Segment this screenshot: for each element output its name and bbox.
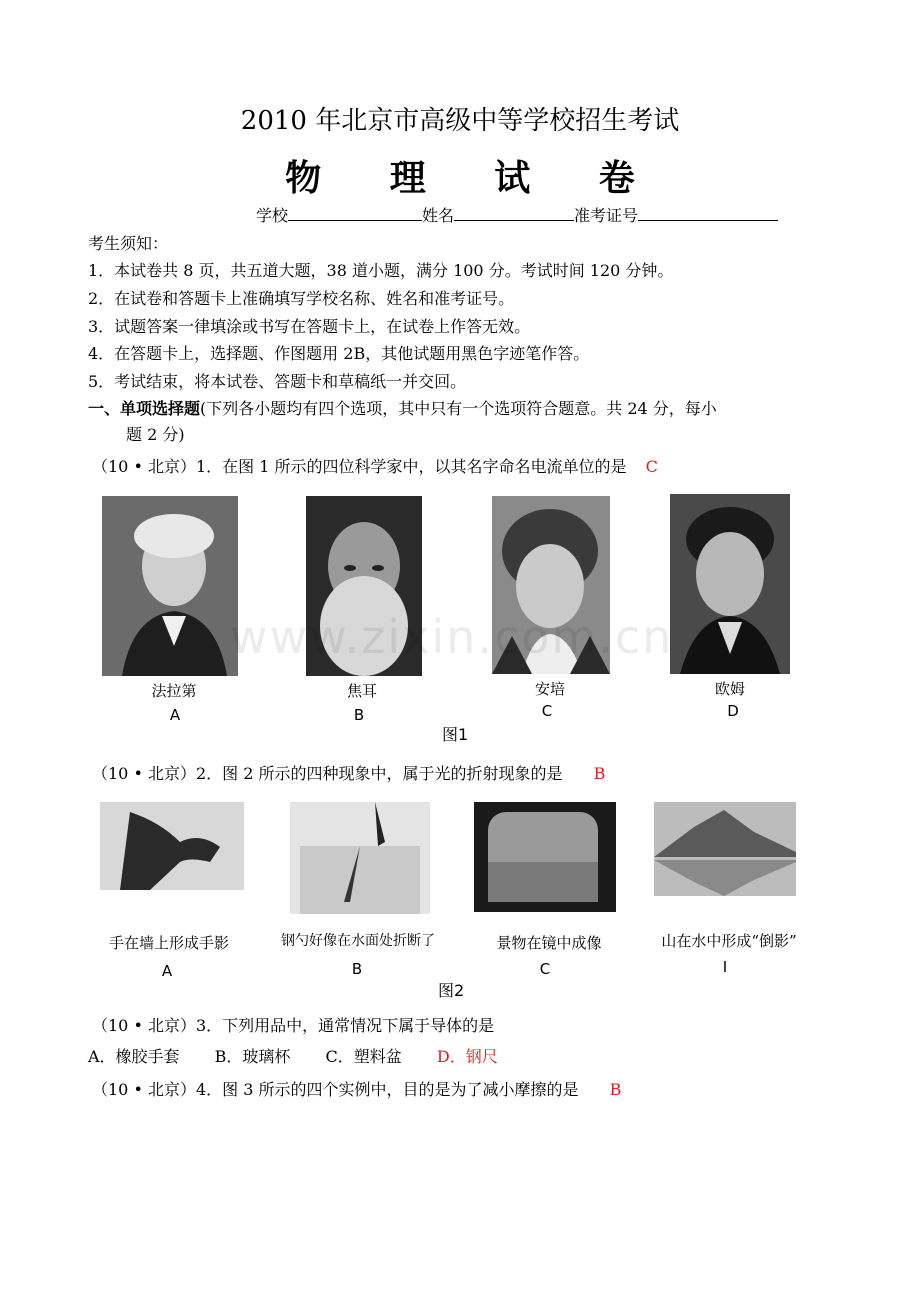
question-2-answer: B bbox=[593, 764, 606, 783]
name-label: 姓名 bbox=[422, 206, 455, 225]
photo-bent-spoon bbox=[290, 802, 430, 914]
notice-item: 1．本试卷共 8 页，共五道大题，38 道小题，满分 100 分。考试时间 120 分钟。 bbox=[88, 261, 674, 280]
caption-d: 欧姆 bbox=[714, 680, 745, 698]
notice-heading: 考生须知： bbox=[88, 234, 169, 253]
question-4 bbox=[92, 1079, 621, 1101]
option-letter: D bbox=[727, 702, 739, 720]
question-3-text: （10 • 北京）3．下列用品中，通常情况下属于导体的是 bbox=[92, 1016, 495, 1035]
option-d: D．钢尺 bbox=[436, 1047, 498, 1066]
photo-hand-shadow bbox=[100, 802, 244, 890]
option-letter: B bbox=[353, 706, 365, 724]
photo-mountain-reflection bbox=[654, 802, 796, 896]
question-1 bbox=[92, 456, 658, 478]
notice-item: 4．在答题卡上，选择题、作图题用 2B，其他试题用黑色字迹笔作答。 bbox=[88, 344, 590, 363]
question-4-text: （10 • 北京）4．图 3 所示的四个实例中，目的是为了减小摩擦的是 bbox=[92, 1080, 579, 1099]
question-1-text: （10 • 北京）1．在图 1 所示的四位科学家中，以其名字命名电流单位的是 bbox=[92, 457, 627, 476]
caption-d: 山在水中形成“倒影” bbox=[661, 932, 797, 950]
option-letter: B bbox=[351, 960, 363, 978]
section-heading bbox=[88, 398, 717, 420]
option-a: A．橡胶手套 bbox=[88, 1047, 180, 1066]
option-letter: C bbox=[541, 702, 553, 720]
figure-1-label: 图1 bbox=[442, 725, 469, 744]
option-letter: I bbox=[722, 958, 728, 976]
section-desc: (下列各小题均有四个选项，其中只有一个选项符合题意。共 24 分，每小 bbox=[200, 399, 717, 418]
question-4-answer: B bbox=[609, 1080, 622, 1099]
notice-item: 5．考试结束，将本试卷、答题卡和草稿纸一并交回。 bbox=[88, 372, 467, 391]
school-blank bbox=[288, 204, 422, 221]
question-3-options bbox=[88, 1046, 498, 1068]
option-letter: A bbox=[161, 962, 173, 980]
caption-a: 手在墙上形成手影 bbox=[108, 934, 229, 952]
notice-item: 3．试题答案一律填涂或书写在答题卡上，在试卷上作答无效。 bbox=[88, 317, 531, 336]
paper-subtitle: 物 理 试 卷 bbox=[285, 157, 663, 199]
exam-title: 2010 年北京市高级中等学校招生考试 bbox=[240, 106, 680, 136]
section-label: 一、单项选择题 bbox=[88, 399, 201, 418]
watermark: www.zixin.com.cn bbox=[230, 610, 674, 664]
option-letter: C bbox=[539, 960, 551, 978]
figure-2-label: 图2 bbox=[438, 981, 465, 1000]
portrait-ohm bbox=[670, 494, 790, 674]
option-b: B．玻璃杯 bbox=[214, 1047, 291, 1066]
question-2 bbox=[92, 763, 605, 785]
portrait-faraday bbox=[102, 496, 238, 676]
section-desc-cont: 题 2 分) bbox=[126, 425, 185, 444]
option-letter: A bbox=[169, 706, 181, 724]
caption-b: 焦耳 bbox=[346, 682, 377, 700]
notice-item: 2．在试卷和答题卡上准确填写学校名称、姓名和准考证号。 bbox=[88, 289, 515, 308]
exam-no-blank bbox=[638, 204, 778, 221]
photo-mirror-image bbox=[474, 802, 616, 912]
caption-b: 钢勺好像在水面处折断了 bbox=[281, 933, 435, 949]
name-blank bbox=[454, 204, 574, 221]
caption-c: 景物在镜中成像 bbox=[496, 934, 602, 952]
exam-no-label: 准考证号 bbox=[574, 206, 639, 225]
question-1-answer: C bbox=[645, 457, 658, 476]
caption-a: 法拉第 bbox=[151, 682, 197, 700]
school-label: 学校 bbox=[256, 206, 289, 225]
option-c: C．塑料盆 bbox=[325, 1047, 402, 1066]
question-2-text: （10 • 北京）2．图 2 所示的四种现象中，属于光的折射现象的是 bbox=[92, 764, 563, 783]
student-info-row bbox=[256, 204, 778, 227]
caption-c: 安培 bbox=[534, 680, 565, 698]
